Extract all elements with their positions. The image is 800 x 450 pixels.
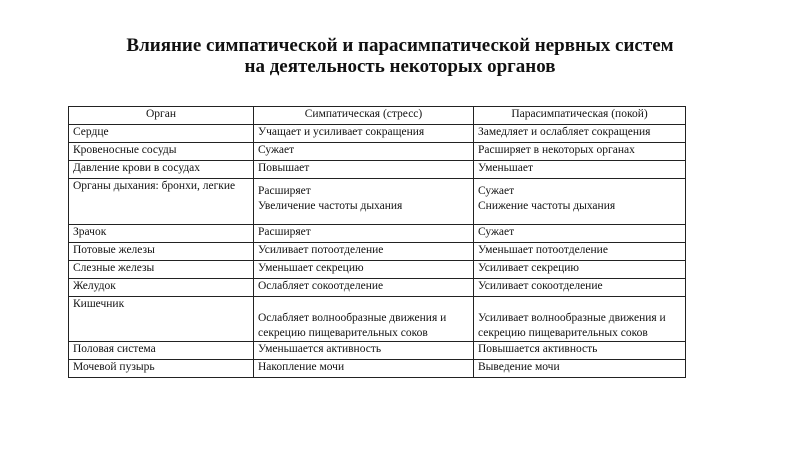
- parasympathetic-cell: Усиливает волнообразные движения и секрецию пищеварительных соков: [474, 297, 686, 342]
- organ-cell: Слезные железы: [69, 261, 254, 279]
- sympathetic-cell: Сужает: [254, 143, 474, 161]
- parasympathetic-cell: Расширяет в некоторых органах: [474, 143, 686, 161]
- table-row: [69, 360, 686, 378]
- organ-cell: Потовые железы: [69, 243, 254, 261]
- table-row: [69, 342, 686, 360]
- header-sympathetic: Симпатическая (стресс): [254, 107, 474, 125]
- sympathetic-cell: Повышает: [254, 161, 474, 179]
- organ-cell: Желудок: [69, 279, 254, 297]
- organ-cell: Сердце: [69, 125, 254, 143]
- table-row: [69, 243, 686, 261]
- parasympathetic-cell: Усиливает сокоотделение: [474, 279, 686, 297]
- organ-cell: Кишечник: [69, 297, 254, 342]
- header-organ: Орган: [69, 107, 254, 125]
- parasympathetic-cell: Уменьшает потоотделение: [474, 243, 686, 261]
- table-row: [69, 279, 686, 297]
- sympathetic-cell: Расширяет Увеличение частоты дыхания: [254, 179, 474, 225]
- table-row: [69, 143, 686, 161]
- sympathetic-cell: Ослабляет сокоотделение: [254, 279, 474, 297]
- sympathetic-cell: Расширяет: [254, 225, 474, 243]
- organ-cell: Зрачок: [69, 225, 254, 243]
- parasympathetic-cell: Выведение мочи: [474, 360, 686, 378]
- title-line-1: Влияние симпатической и парасимпатической нервных систем: [126, 35, 674, 56]
- table-row: [69, 161, 686, 179]
- organ-cell: Кровеносные сосуды: [69, 143, 254, 161]
- table-row: [69, 179, 686, 225]
- organ-effects-table: [68, 106, 686, 378]
- sympathetic-cell: Ослабляет волнообразные движения и секрецию пищеварительных соков: [254, 297, 474, 342]
- table-header: [69, 107, 686, 125]
- parasympathetic-cell: Уменьшает: [474, 161, 686, 179]
- parasympathetic-cell: Повышается активность: [474, 342, 686, 360]
- table-row: [69, 261, 686, 279]
- organ-cell: Органы дыхания: бронхи, легкие: [69, 179, 254, 225]
- sympathetic-cell: Накопление мочи: [254, 360, 474, 378]
- sympathetic-cell: Уменьшается активность: [254, 342, 474, 360]
- parasympathetic-cell: Сужает Снижение частоты дыхания: [474, 179, 686, 225]
- parasympathetic-cell: Замедляет и ослабляет сокращения: [474, 125, 686, 143]
- organ-cell: Мочевой пузырь: [69, 360, 254, 378]
- organ-cell: Половая система: [69, 342, 254, 360]
- table-row: [69, 297, 686, 342]
- organ-cell: Давление крови в сосудах: [69, 161, 254, 179]
- table-row: [69, 225, 686, 243]
- slide-title: [0, 35, 800, 77]
- parasympathetic-cell: Сужает: [474, 225, 686, 243]
- sympathetic-cell: Уменьшает секрецию: [254, 261, 474, 279]
- parasympathetic-cell: Усиливает секрецию: [474, 261, 686, 279]
- table-row: [69, 125, 686, 143]
- title-line-2: на деятельность некоторых органов: [244, 56, 556, 77]
- sympathetic-cell: Учащает и усиливает сокращения: [254, 125, 474, 143]
- header-parasympathetic: Парасимпатическая (покой): [474, 107, 686, 125]
- sympathetic-cell: Усиливает потоотделение: [254, 243, 474, 261]
